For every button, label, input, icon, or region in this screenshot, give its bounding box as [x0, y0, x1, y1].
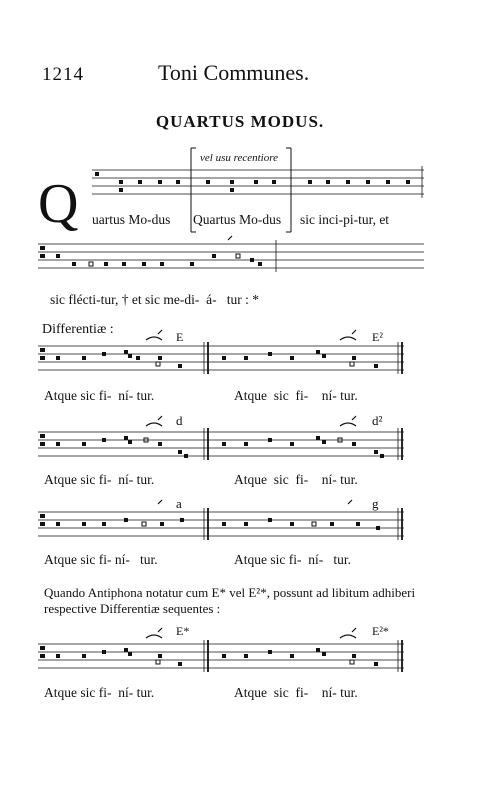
running-head: Toni Communes.	[158, 60, 310, 85]
lyric-differentia: Atque sic fi- ní- tur.	[44, 552, 158, 567]
differentia-label: E	[176, 330, 184, 344]
lyric-differentia: Atque sic fi- ní- tur.	[234, 552, 351, 567]
page-number: 1214	[42, 64, 84, 85]
lyric-line-2: sic flécti-tur, † et sic me-di- á- tur : *	[50, 292, 260, 307]
differentiae-heading: Differentiæ :	[42, 322, 114, 337]
rubric-note: Quando Antiphona notatur cum E* vel E²*, possunt ad libitum adhiberi respective Differentiæ sequentes :	[44, 585, 416, 616]
lyric-differentia: Atque sic fi- ní- tur.	[44, 685, 155, 700]
lyric-differentia: Atque sic fi- ní- tur.	[234, 472, 358, 487]
differentia-label: d²	[372, 413, 383, 428]
lyric-line-1a: uartus Mo-dus	[92, 212, 171, 227]
lyric-differentia: Atque sic fi- ní- tur.	[234, 685, 358, 700]
lyric-differentia: Atque sic fi- ní- tur.	[44, 388, 155, 403]
differentia-label: g	[372, 496, 379, 511]
lyric-differentia: Atque sic fi- ní- tur.	[234, 388, 358, 403]
lyric-line-1c: sic inci-pi-tur, et	[300, 212, 390, 227]
alt-version-label: vel usu recentiore	[200, 152, 278, 164]
differentia-label: E²*	[372, 624, 389, 638]
differentia-label: a	[176, 496, 182, 511]
differentia-label: E*	[176, 624, 190, 638]
differentia-label: E²	[372, 330, 383, 344]
differentia-label: d	[176, 413, 183, 428]
drop-cap: Q	[38, 173, 79, 235]
lyric-line-1b: Quartus Mo-dus	[193, 212, 282, 227]
section-title: QUARTUS MODUS.	[155, 112, 325, 131]
lyric-differentia: Atque sic fi- ní- tur.	[44, 472, 155, 487]
